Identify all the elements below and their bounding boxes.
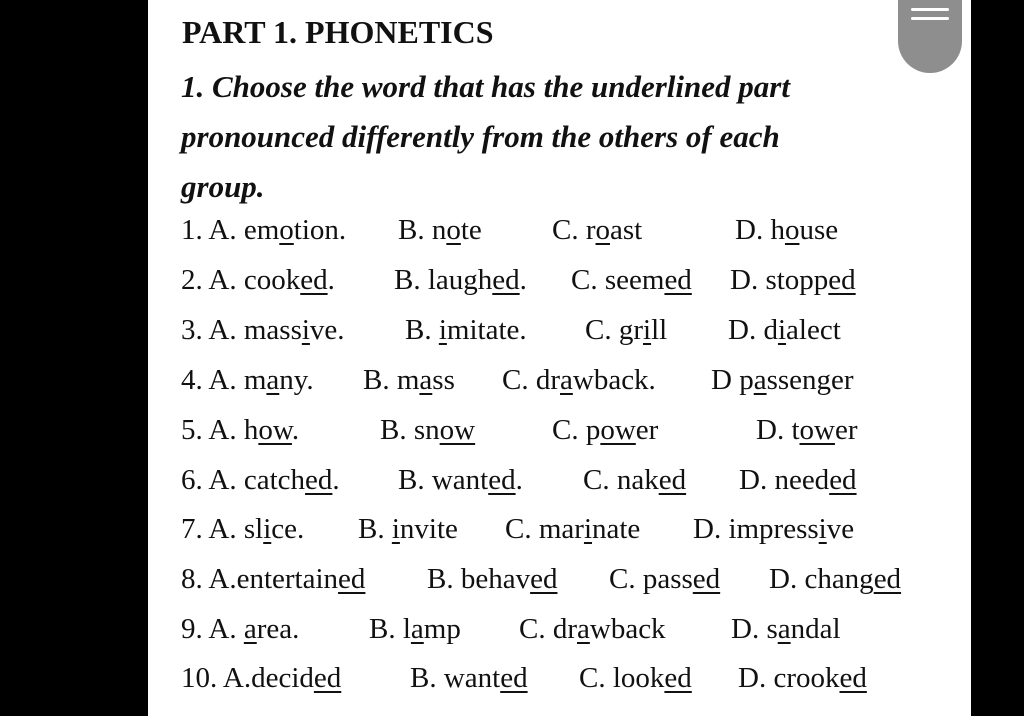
question-row: [181, 408, 941, 452]
option-text: B. laugh: [394, 264, 493, 296]
underlined-part: ed: [658, 464, 687, 496]
option-d: [769, 557, 901, 601]
option-text: C. r: [552, 214, 596, 246]
option-text: A. catch: [208, 464, 306, 496]
question-number: 3.: [181, 314, 209, 346]
option-b: [369, 607, 461, 651]
option-text: rea.: [256, 613, 300, 645]
option-text: D. chang: [769, 563, 874, 595]
option-c: [579, 656, 692, 700]
option-a: [181, 507, 304, 551]
option-text: A. h: [208, 414, 259, 446]
underlined-part: ed: [492, 264, 520, 296]
option-d: [735, 208, 838, 252]
option-text: ve: [826, 513, 855, 545]
option-text: ce.: [271, 513, 305, 545]
option-text: C. mar: [505, 513, 584, 545]
question-number: 5.: [181, 414, 209, 446]
menu-handle-icon[interactable]: [898, 0, 962, 73]
option-b: [427, 557, 557, 601]
option-d: [756, 408, 857, 452]
underlined-part: i: [777, 314, 787, 346]
option-text: B.: [405, 314, 439, 346]
underlined-part: ed: [488, 464, 516, 496]
underlined-part: ed: [829, 464, 857, 496]
option-text: nate: [592, 513, 641, 545]
option-b: [394, 258, 527, 302]
option-text: mitate.: [446, 314, 527, 346]
underlined-part: ow: [600, 414, 636, 446]
option-text: mp: [423, 613, 461, 645]
underlined-part: ed: [530, 563, 558, 595]
option-text: wback.: [572, 364, 656, 396]
underlined-part: ed: [313, 662, 342, 694]
underlined-part: ow: [799, 414, 835, 446]
section-heading: PART 1. PHONETICS: [182, 14, 494, 50]
underlined-part: a: [243, 613, 257, 645]
option-text: nvite: [399, 513, 458, 545]
underlined-part: a: [577, 613, 590, 645]
option-text: B. want: [398, 464, 489, 496]
question-number: 4.: [181, 364, 209, 396]
option-d: [730, 258, 856, 302]
option-b: [398, 208, 482, 252]
underlined-part: ed: [692, 563, 721, 595]
option-text: use: [799, 214, 839, 246]
option-text: A. em: [208, 214, 280, 246]
option-text: C. pass: [609, 563, 693, 595]
underlined-part: a: [777, 613, 791, 645]
option-text: er: [834, 414, 858, 446]
underlined-part: a: [560, 364, 573, 396]
option-c: [519, 607, 666, 651]
option-text: ll: [651, 314, 668, 346]
option-c: [609, 557, 720, 601]
underlined-part: a: [753, 364, 767, 396]
option-text: .: [332, 464, 340, 496]
option-c: [583, 458, 686, 502]
option-text: D p: [711, 364, 754, 396]
option-text: B. sn: [380, 414, 440, 446]
option-b: [398, 458, 523, 502]
option-c: [571, 258, 692, 302]
option-text: ss: [432, 364, 455, 396]
underlined-part: i: [263, 513, 272, 545]
question-row: [181, 557, 941, 601]
underlined-part: a: [410, 613, 424, 645]
question-row: [181, 258, 941, 302]
option-a: [181, 258, 335, 302]
option-c: [552, 208, 642, 252]
option-text: D. h: [735, 214, 785, 246]
question-number: 8.: [181, 563, 209, 595]
option-text: D. t: [756, 414, 800, 446]
option-text: B. behav: [427, 563, 531, 595]
underlined-part: i: [301, 314, 310, 346]
option-text: A. m: [208, 364, 267, 396]
option-d: [693, 507, 854, 551]
underlined-part: ow: [258, 414, 292, 446]
underlined-part: a: [419, 364, 433, 396]
option-b: [405, 308, 527, 352]
underlined-part: ed: [839, 662, 867, 694]
option-text: C. dr: [502, 364, 560, 396]
option-text: C. seem: [571, 264, 665, 296]
option-d: [731, 607, 841, 651]
option-text: C. look: [579, 662, 665, 694]
option-text: A.: [208, 613, 244, 645]
underlined-part: ed: [300, 264, 328, 296]
instruction-text: 1. Choose the word that has the underlined part pronounced differently from the others of each group.: [181, 69, 790, 204]
option-a: [181, 557, 365, 601]
option-text: D. d: [728, 314, 778, 346]
option-text: B. want: [410, 662, 501, 694]
option-a: [181, 208, 346, 252]
option-c: [502, 358, 656, 402]
underlined-part: i: [583, 513, 592, 545]
option-text: .: [515, 464, 523, 496]
option-a: [181, 308, 345, 352]
option-text: ssenger: [766, 364, 854, 396]
underlined-part: i: [438, 314, 447, 346]
option-c: [552, 408, 658, 452]
option-c: [505, 507, 640, 551]
option-text: A.entertain: [208, 563, 339, 595]
option-text: C. dr: [519, 613, 577, 645]
underlined-part: i: [818, 513, 827, 545]
option-d: [738, 656, 867, 700]
option-text: B. n: [398, 214, 447, 246]
underlined-part: o: [279, 214, 294, 246]
option-text: te: [460, 214, 482, 246]
option-text: .: [291, 414, 300, 446]
option-a: [181, 607, 299, 651]
option-text: A. sl: [208, 513, 264, 545]
underlined-part: ed: [500, 662, 528, 694]
question-number: 7.: [181, 513, 209, 545]
option-text: D. crook: [738, 662, 840, 694]
option-text: D. s: [731, 613, 778, 645]
question-row: [181, 507, 941, 551]
option-text: B. l: [369, 613, 411, 645]
question-number: 6.: [181, 464, 209, 496]
option-d: [739, 458, 857, 502]
option-b: [380, 408, 475, 452]
option-text: A. mass: [208, 314, 302, 346]
underlined-part: o: [595, 214, 610, 246]
underlined-part: ed: [664, 662, 692, 694]
option-a: [181, 358, 314, 402]
underlined-part: ed: [828, 264, 856, 296]
option-text: ast: [610, 214, 643, 246]
underlined-part: i: [643, 314, 652, 346]
option-text: ny.: [279, 364, 314, 396]
option-b: [363, 358, 455, 402]
option-text: C. nak: [583, 464, 659, 496]
option-text: ve.: [309, 314, 345, 346]
option-text: er: [635, 414, 659, 446]
question-number: 1.: [181, 214, 209, 246]
question-row: [181, 656, 941, 700]
question-number: 10.: [181, 662, 223, 694]
underlined-part: ed: [873, 563, 902, 595]
underlined-part: ed: [305, 464, 333, 496]
question-number: 9.: [181, 613, 209, 645]
option-d: [711, 358, 854, 402]
option-text: alect: [786, 314, 841, 346]
question-row: [181, 208, 941, 252]
underlined-part: a: [266, 364, 280, 396]
option-text: B. m: [363, 364, 420, 396]
option-text: C. gr: [585, 314, 643, 346]
underlined-part: i: [391, 513, 400, 545]
option-text: A. cook: [208, 264, 301, 296]
option-text: D. stopp: [730, 264, 829, 296]
option-text: C. p: [552, 414, 601, 446]
option-text: .: [327, 264, 335, 296]
option-text: ndal: [790, 613, 841, 645]
option-b: [358, 507, 458, 551]
option-text: A.decid: [222, 662, 314, 694]
underlined-part: ed: [664, 264, 692, 296]
question-row: [181, 308, 941, 352]
option-a: [181, 458, 340, 502]
question-row: [181, 607, 941, 651]
option-b: [410, 656, 528, 700]
option-text: B.: [358, 513, 392, 545]
underlined-part: o: [784, 214, 800, 246]
underlined-part: o: [446, 214, 461, 246]
option-a: [181, 656, 341, 700]
option-text: tion.: [293, 214, 347, 246]
option-text: wback: [589, 613, 666, 645]
option-text: D. impress: [693, 513, 819, 545]
option-d: [728, 308, 841, 352]
underlined-part: ed: [338, 563, 366, 595]
option-c: [585, 308, 667, 352]
question-row: [181, 458, 941, 502]
option-text: .: [519, 264, 527, 296]
underlined-part: ow: [439, 414, 476, 446]
option-a: [181, 408, 299, 452]
question-row: [181, 358, 941, 402]
question-number: 2.: [181, 264, 209, 296]
option-text: D. need: [739, 464, 830, 496]
